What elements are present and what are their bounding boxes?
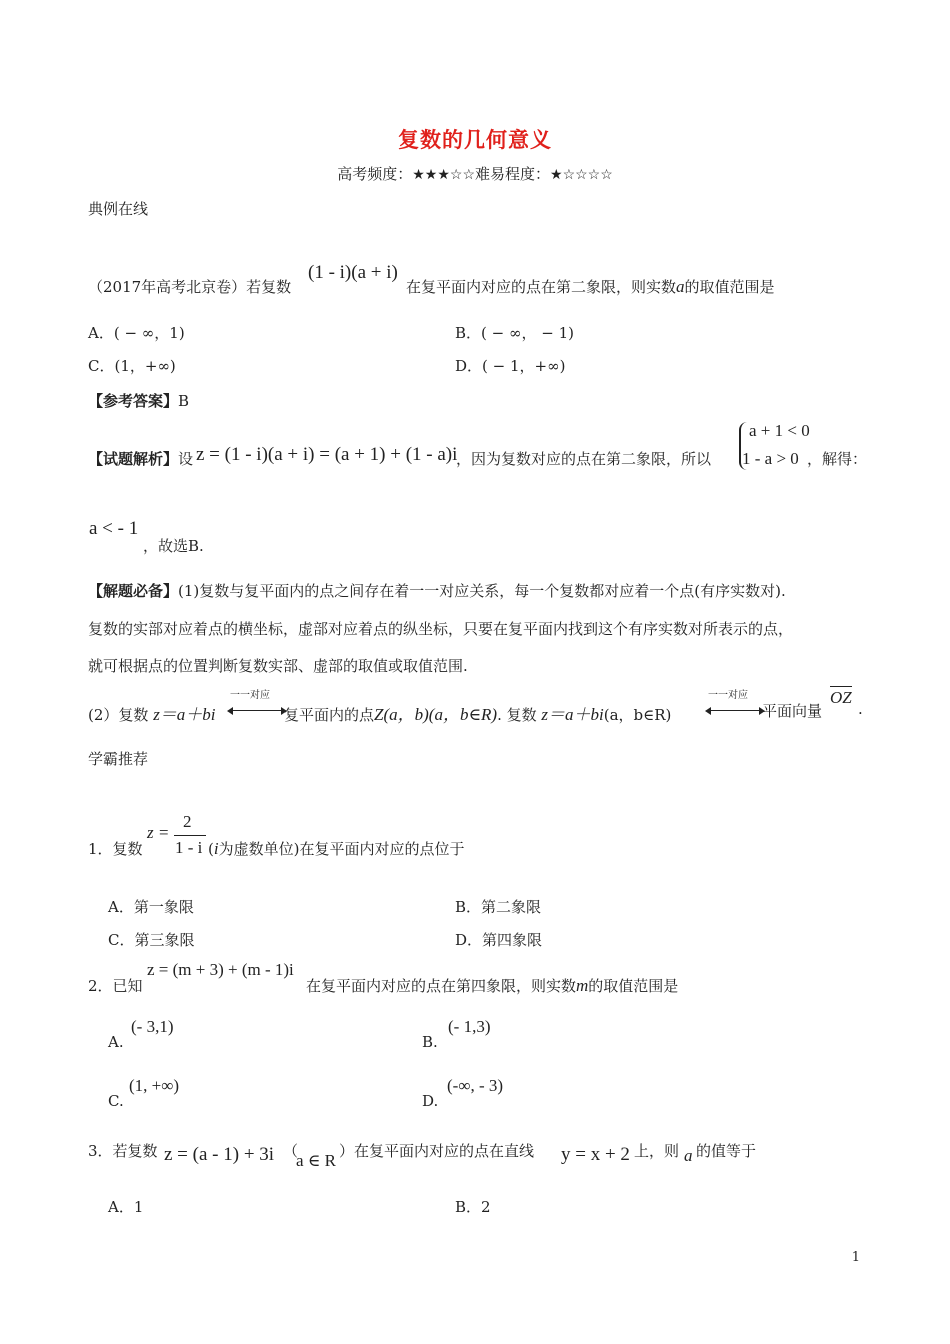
must-l4a: (2）复数	[88, 706, 149, 724]
q3-option-b: B．2	[455, 1198, 491, 1216]
q2-option-a-value: (- 3,1)	[131, 1017, 174, 1036]
example-pre: （2017年高考北京卷）若复数	[88, 278, 292, 296]
q2-option-c-value: (1, +∞)	[129, 1076, 180, 1095]
diff-stars: ★☆☆☆☆	[550, 167, 613, 183]
q2-num: 2．已知	[88, 977, 143, 995]
q2-option-b-label: B.	[422, 1033, 438, 1051]
example-var: a	[676, 277, 685, 296]
analysis-line	[88, 448, 193, 469]
must-label: 【解题必备】	[88, 582, 179, 600]
q2-expr: z = (m + 3) + (m - 1)i	[147, 960, 294, 979]
section-example-heading: 典例在线	[88, 200, 149, 218]
q1-paren: (	[208, 840, 214, 858]
must-l4g: (a，b∈R)	[603, 706, 672, 724]
system-ineq-1: a + 1 < 0	[749, 421, 810, 440]
q3-cond: a ∈ R	[296, 1151, 336, 1170]
example-question	[88, 276, 291, 297]
example-option-b: B．( − ∞， − 1)	[455, 324, 574, 342]
q3-line: y = x + 2	[561, 1144, 630, 1165]
bijection-arrow-2	[710, 710, 760, 711]
freq-stars: ★★★☆☆	[412, 167, 475, 183]
example-question-rest	[406, 276, 775, 297]
analysis-label: 【试题解析】	[88, 450, 179, 468]
must-l4end: .	[858, 700, 863, 718]
must-l4c: 复平面内的点	[284, 706, 375, 724]
system-ineq-2: 1 - a > 0	[742, 449, 799, 468]
vector-arrow-icon	[830, 686, 852, 687]
q3-num: 3．若复数	[88, 1142, 158, 1160]
q3-p1: （	[283, 1142, 299, 1160]
q1-num: 1．复数	[88, 840, 143, 858]
q2-option-b-value: (- 1,3)	[448, 1017, 491, 1036]
answer-label: 【参考答案】	[88, 392, 179, 410]
q3-p3: 上，则	[634, 1142, 680, 1160]
q1-option-a: A．第一象限	[108, 898, 194, 916]
must-line-3: 就可根据点的位置判断复数实部、虚部的取值或取值范围.	[88, 657, 468, 675]
q2-option-d-value: (-∞, - 3)	[447, 1076, 504, 1095]
example-option-d: D．( − 1，+∞)	[455, 357, 566, 375]
q3-expr: z = (a - 1) + 3i	[164, 1144, 275, 1165]
answer-value: B	[178, 392, 190, 410]
must-line1-text: (1)复数与复平面内的点之间存在着一一对应关系，每一个复数都对应着一个点(有序实数对).	[178, 582, 786, 600]
q2-rest-text: 在复平面内对应的点在第四象限，则实数	[306, 977, 577, 995]
q2-var: m	[576, 976, 589, 995]
must-line-2: 复数的实部对应着点的横坐标，虚部对应着点的纵坐标，只要在复平面内找到这个有序实数对所表示的点，	[88, 620, 794, 638]
must-l4f: z＝a＋bi	[541, 705, 604, 724]
q3-var: a	[684, 1146, 693, 1165]
example-option-c: C．(1，+∞)	[88, 357, 176, 375]
q1-fraction-bar	[174, 835, 206, 836]
must-line-1	[88, 580, 786, 601]
bijection-arrow-1	[232, 710, 282, 711]
q3-end: 的值等于	[696, 1142, 757, 1160]
analysis-result: a < - 1	[89, 518, 139, 539]
difficulty-meta	[0, 163, 950, 184]
arrow-label-1: 一一对应	[230, 690, 270, 701]
must-line-4b	[284, 700, 671, 725]
q3-p2: ）在复平面内对应的点在直线	[339, 1142, 535, 1160]
analysis-text1: 设	[178, 450, 194, 468]
freq-label: 高考频度：	[337, 165, 413, 183]
q2-option-d-label: D.	[422, 1092, 439, 1110]
q1-option-b: B．第二象限	[455, 898, 542, 916]
q3-option-a: A．1	[108, 1198, 144, 1216]
q1-rest	[208, 838, 464, 859]
example-post: 在复平面内对应的点在第二象限，则实数	[406, 278, 677, 296]
must-line-4a	[88, 700, 216, 725]
analysis-text4: ，故选B.	[143, 537, 204, 555]
q1-denominator: 1 - i	[175, 838, 203, 857]
answer-line	[88, 390, 189, 411]
arrow-label-2: 一一对应	[708, 690, 748, 701]
example-option-a: A．( − ∞，1)	[88, 324, 185, 342]
diff-label: 难易程度：	[475, 165, 551, 183]
example-expr: (1 - i)(a + i)	[308, 262, 398, 283]
analysis-expr: z = (1 - i)(a + i) = (a + 1) + (1 - a)i	[196, 444, 458, 465]
q2-option-a-label: A.	[108, 1033, 124, 1051]
q2-option-c-label: C.	[108, 1092, 124, 1110]
vector-oz: OZ	[830, 688, 852, 707]
q2-end: 的取值范围是	[588, 977, 679, 995]
section-rec-heading: 学霸推荐	[88, 750, 149, 768]
q1-i: i	[213, 839, 219, 858]
page-title: 复数的几何意义	[398, 128, 552, 152]
must-l4h: 平面向量	[762, 702, 823, 720]
must-l4e: . 复数	[497, 706, 537, 724]
must-l4d: Z(a，b)(a，b∈R)	[374, 705, 498, 724]
q2-rest	[306, 975, 678, 996]
q1-z: z =	[147, 823, 170, 842]
q1-option-d: D．第四象限	[455, 931, 543, 949]
analysis-text3: ，解得：	[807, 450, 868, 468]
page-number: 1	[851, 1250, 860, 1265]
must-l4b: z＝a＋bi	[153, 705, 216, 724]
q1-option-c: C．第三象限	[108, 931, 195, 949]
analysis-text2: ，因为复数对应的点在第二象限，所以	[456, 450, 712, 468]
q1-rest-text: 为虚数单位)在复平面内对应的点位于	[218, 840, 465, 858]
q1-numerator: 2	[183, 812, 192, 831]
example-end: 的取值范围是	[684, 278, 775, 296]
